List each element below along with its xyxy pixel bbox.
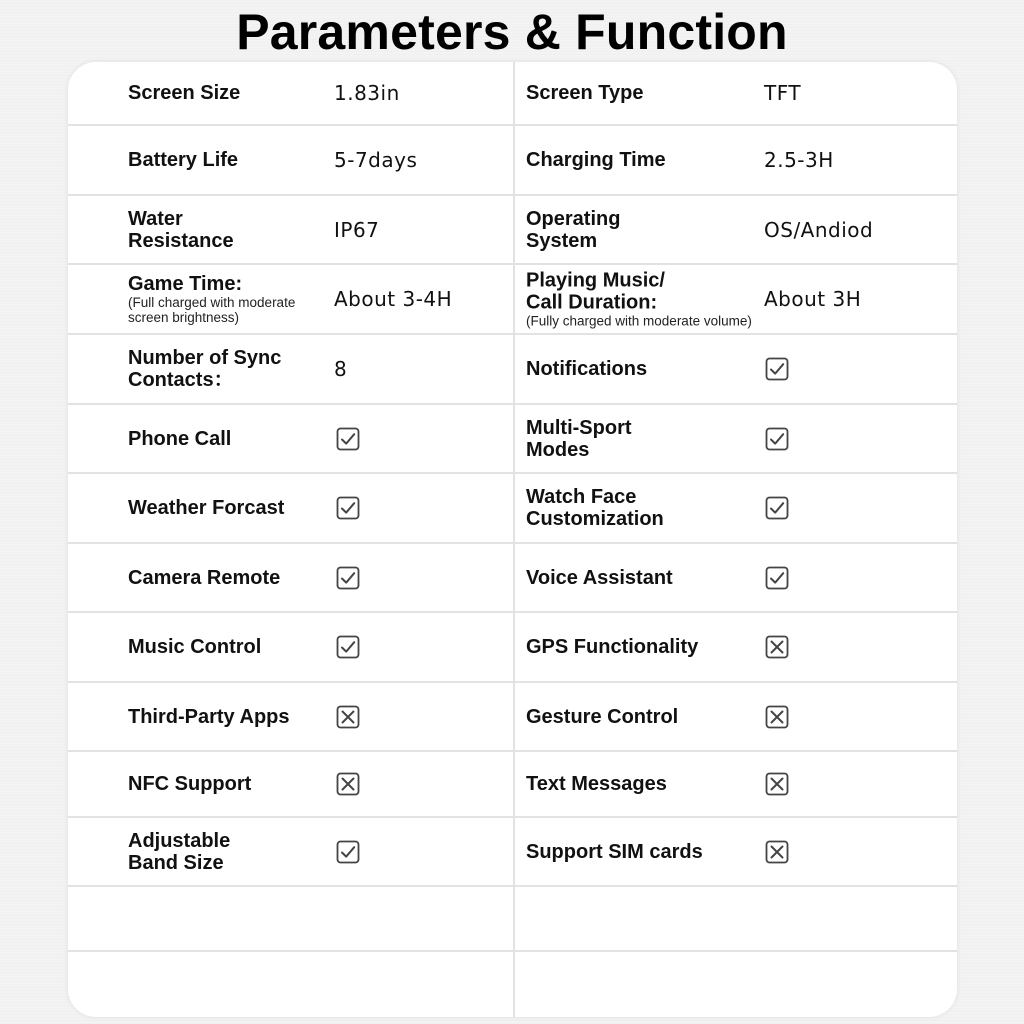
spec-label-text: Charging Time [526,149,666,171]
spec-label-text: Number of Sync Contacts： [128,347,282,391]
spec-table [68,62,957,1017]
spec-label-gesture-control [526,706,756,728]
spec-label-nfc-support [128,773,328,795]
spec-value: 5-7days [334,148,418,172]
spec-label-notifications [526,358,756,380]
checkbox-checked-icon [765,357,789,381]
spec-row [68,474,957,544]
spec-label-text: Multi-Sport Modes [526,416,632,461]
spec-label-text: Adjustable Band Size [128,829,231,874]
checkbox-checked-icon [765,496,789,520]
spec-value: TFT [764,81,802,105]
spec-label-text: Camera Remote [128,566,281,589]
spec-value: About 3-4H [334,287,453,311]
spec-row [68,405,957,474]
spec-label-camera-remote [128,567,328,589]
checkbox-checked-icon [336,427,360,451]
spec-label-water-resistance [128,208,328,252]
spec-row [68,683,957,752]
spec-row [68,952,957,1017]
spec-row [68,887,957,952]
checkbox-crossed-icon [336,705,360,729]
spec-label-screen-size [128,82,328,104]
spec-label-note: (Full charged with moderate screen brightness) [128,295,296,325]
spec-label-playing-music-call-duration [526,270,756,329]
spec-row [68,62,957,126]
checkbox-crossed-icon [336,772,360,796]
spec-label-battery-life [128,149,328,171]
spec-label-text: Notifications [526,358,648,380]
checkbox-checked-icon [765,427,789,451]
spec-label-text: Phone Call [128,427,232,450]
checkbox-checked-icon [765,566,789,590]
spec-label-phone-call [128,428,328,450]
checkbox-crossed-icon [765,705,789,729]
spec-label-watch-face-customization [526,486,756,530]
spec-label-charging-time [526,149,756,171]
spec-row [68,265,957,335]
spec-label-adjustable-band-size [128,830,328,874]
spec-label-text: Music Control [128,636,262,658]
spec-value: IP67 [334,217,380,242]
spec-row [68,335,957,405]
spec-label-text: Screen Type [526,82,644,104]
spec-label-multi-sport-modes [526,417,756,461]
spec-row [68,196,957,265]
spec-label-text: Game Time: [128,273,243,295]
spec-value: 1.83in [334,81,400,105]
checkbox-checked-icon [336,635,360,659]
spec-label-screen-type [526,82,756,104]
spec-row [68,544,957,613]
spec-label-text: Voice Assistant [526,566,673,589]
spec-label-text: Water Resistance [128,207,234,252]
page-title: Parameters & Function [236,4,788,60]
checkbox-crossed-icon [765,772,789,796]
spec-label-game-time [128,273,328,325]
spec-label-text: Battery Life [128,149,239,171]
spec-label-text: Watch Face Customization [526,486,664,530]
spec-label-text: GPS Functionality [526,636,699,658]
spec-rows [68,62,957,1017]
spec-label-gps-functionality [526,636,756,658]
spec-row [68,818,957,887]
spec-value: About 3H [764,287,862,311]
spec-label-text: Gesture Control [526,705,679,728]
checkbox-crossed-icon [765,635,789,659]
spec-row [68,126,957,196]
spec-label-support-sim-cards [526,841,756,863]
checkbox-checked-icon [336,840,360,864]
spec-label-text: Third-Party Apps [128,705,290,728]
spec-label-number-of-sync-contacts [128,347,328,391]
spec-label-text: Operating System [526,207,621,252]
spec-value: OS/Andiod [764,217,874,242]
checkbox-checked-icon [336,496,360,520]
spec-label-text: Screen Size [128,82,241,104]
spec-label-music-control [128,636,328,658]
checkbox-crossed-icon [765,840,789,864]
spec-label-text: Playing Music/ Call Duration: [526,269,665,314]
spec-row [68,613,957,683]
spec-label-text: Weather Forcast [128,497,285,519]
spec-label-operating-system [526,208,756,252]
spec-label-text-messages [526,773,756,795]
spec-row [68,752,957,818]
spec-label-text: Text Messages [526,773,667,795]
spec-label-voice-assistant [526,567,756,589]
spec-label-text: Support SIM cards [526,840,703,863]
spec-label-third-party-apps [128,706,328,728]
spec-label-weather-forcast [128,497,328,519]
spec-value: 2.5-3H [764,148,834,172]
checkbox-checked-icon [336,566,360,590]
spec-label-note: (Fully charged with moderate volume) [526,313,752,329]
spec-label-text: NFC Support [128,773,252,795]
spec-value: 8 [334,357,348,381]
